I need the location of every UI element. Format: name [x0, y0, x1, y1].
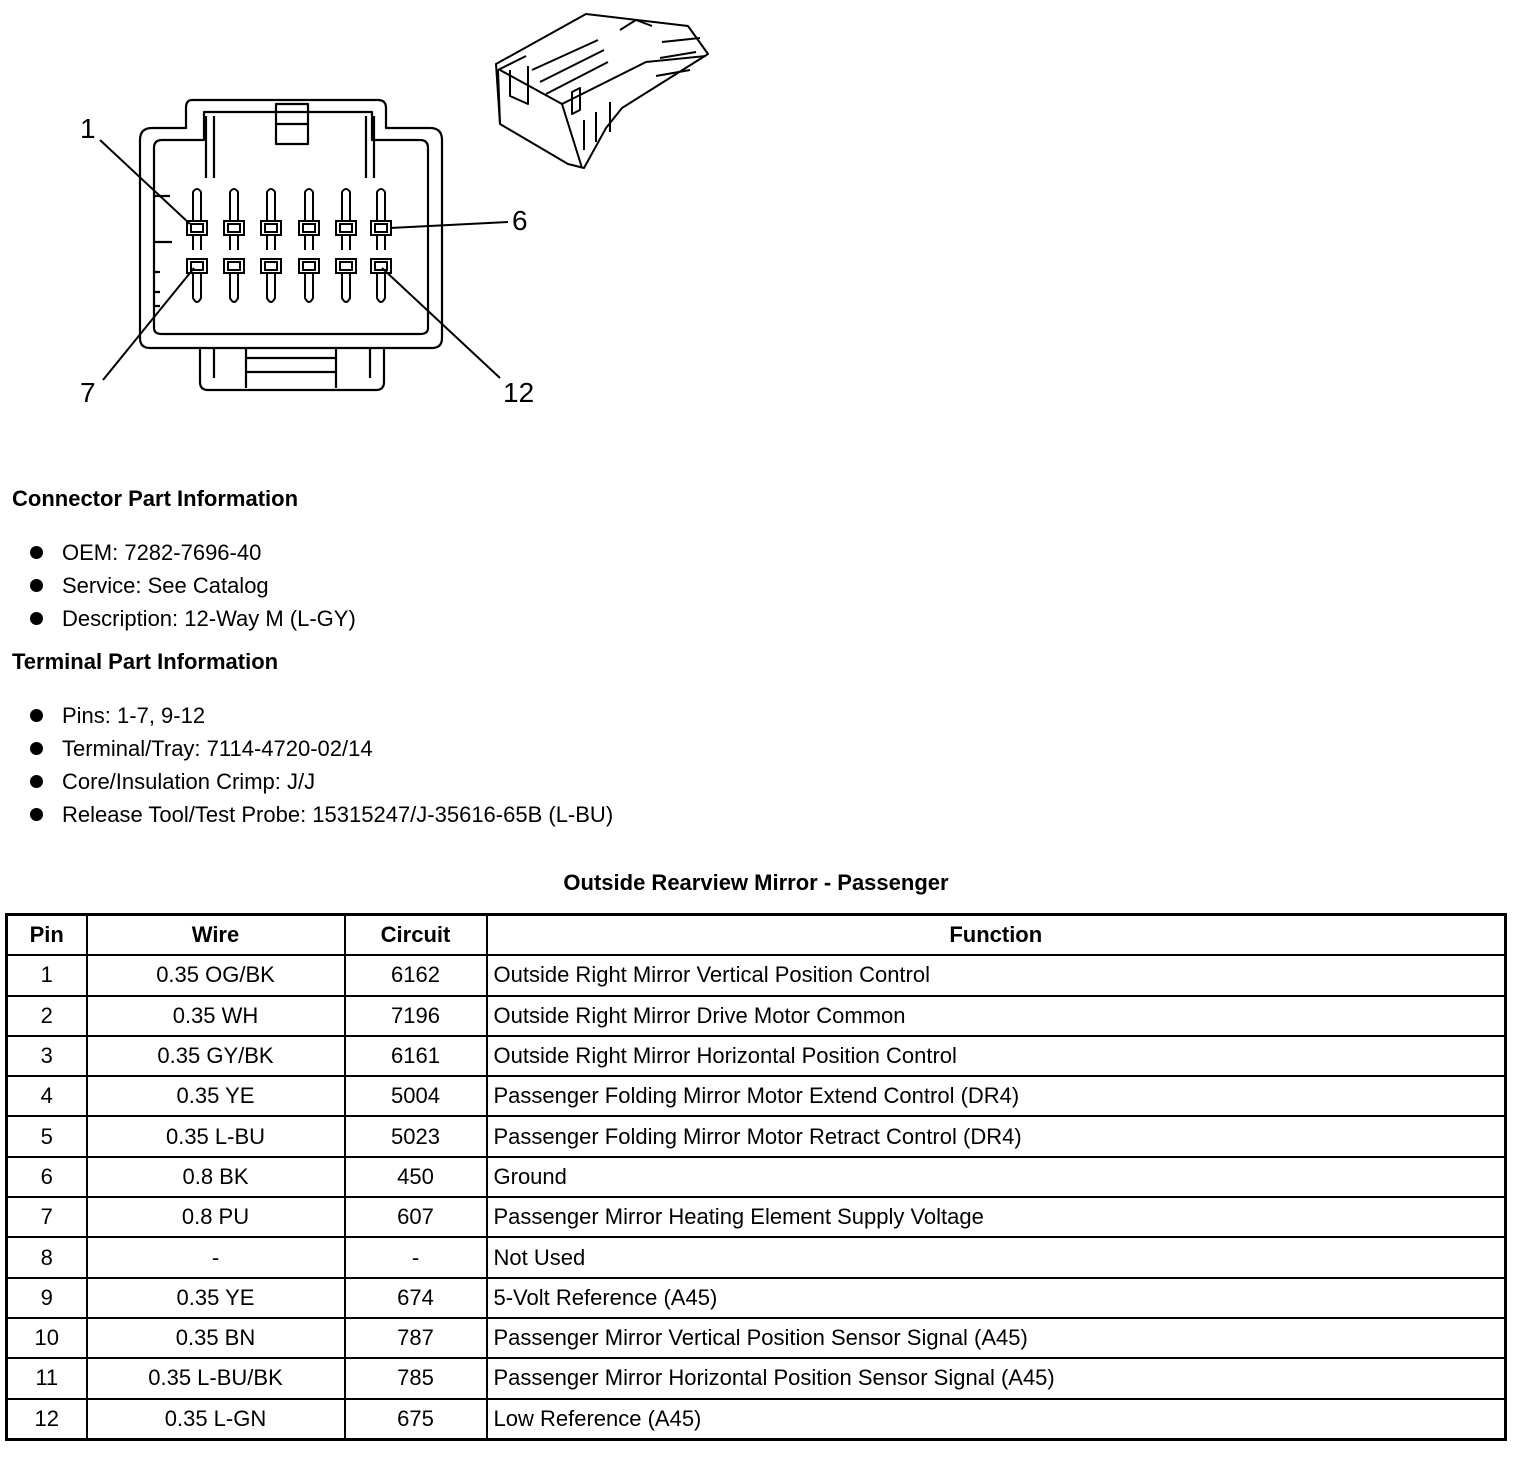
list-item: Core/Insulation Crimp: J/J	[28, 765, 613, 798]
cell-circuit: 607	[345, 1197, 487, 1237]
table-title: Outside Rearview Mirror - Passenger	[563, 870, 949, 895]
pin-5-terminal	[342, 189, 350, 221]
cell-wire: 0.35 BN	[87, 1318, 345, 1358]
cell-circuit: -	[345, 1237, 487, 1277]
cell-function: Passenger Mirror Heating Element Supply Voltage	[487, 1197, 1506, 1237]
table-row	[7, 1157, 1506, 1197]
callout-pin6: 6	[512, 205, 528, 236]
cell-pin: 8	[7, 1237, 87, 1277]
pin-12-terminal	[377, 273, 385, 302]
pin-3-terminal	[267, 189, 275, 221]
cell-circuit: 785	[345, 1358, 487, 1398]
cell-circuit: 5004	[345, 1076, 487, 1116]
table-header-row	[7, 915, 1506, 956]
cell-pin: 9	[7, 1278, 87, 1318]
pin-4-terminal	[305, 189, 313, 221]
bullet-icon	[30, 546, 43, 559]
cell-pin: 7	[7, 1197, 87, 1237]
connector-housing-illustration	[496, 14, 708, 168]
cell-pin: 5	[7, 1116, 87, 1156]
cell-function: Ground	[487, 1157, 1506, 1197]
cell-function: Passenger Folding Mirror Motor Retract Control (DR4)	[487, 1116, 1506, 1156]
list-item: Service: See Catalog	[28, 569, 356, 602]
cell-circuit: 6161	[345, 1036, 487, 1076]
cell-wire: 0.35 OG/BK	[87, 955, 345, 995]
list-item: Terminal/Tray: 7114-4720-02/14	[28, 732, 613, 765]
cell-circuit: 675	[345, 1399, 487, 1440]
pin-6-terminal	[377, 189, 385, 221]
cell-function: Outside Right Mirror Drive Motor Common	[487, 996, 1506, 1036]
cell-pin: 6	[7, 1157, 87, 1197]
table-row	[7, 1399, 1506, 1440]
list-item: Pins: 1-7, 9-12	[28, 699, 613, 732]
column-header-function: Function	[487, 915, 1506, 956]
cell-function: Passenger Folding Mirror Motor Extend Control (DR4)	[487, 1076, 1506, 1116]
bullet-icon	[30, 808, 43, 821]
cell-wire: 0.35 L-BU/BK	[87, 1358, 345, 1398]
table-row	[7, 955, 1506, 995]
cell-wire: 0.35 YE	[87, 1278, 345, 1318]
connector-info-heading: Connector Part Information	[12, 486, 299, 511]
cell-wire: 0.35 L-GN	[87, 1399, 345, 1440]
list-item: OEM: 7282-7696-40	[28, 536, 356, 569]
connector-face-outline	[140, 100, 442, 348]
callout-pin12: 12	[503, 377, 535, 408]
cell-wire: 0.35 L-BU	[87, 1116, 345, 1156]
bullet-icon	[30, 579, 43, 592]
cell-wire: -	[87, 1237, 345, 1277]
cell-pin: 11	[7, 1358, 87, 1398]
list-item: Description: 12-Way M (L-GY)	[28, 602, 356, 635]
cell-pin: 4	[7, 1076, 87, 1116]
cell-pin: 2	[7, 996, 87, 1036]
cell-wire: 0.35 WH	[87, 996, 345, 1036]
connector-latch	[200, 348, 384, 390]
bullet-icon	[30, 775, 43, 788]
connector-diagram	[0, 0, 760, 420]
cell-function: Passenger Mirror Vertical Position Sensor Signal (A45)	[487, 1318, 1506, 1358]
table-row	[7, 1318, 1506, 1358]
table-row	[7, 1278, 1506, 1318]
cell-circuit: 6162	[345, 955, 487, 995]
bullet-icon	[30, 709, 43, 722]
cell-function: 5-Volt Reference (A45)	[487, 1278, 1506, 1318]
cell-pin: 12	[7, 1399, 87, 1440]
column-header-wire: Wire	[87, 915, 345, 956]
terminal-info-list	[28, 699, 613, 831]
table-row	[7, 1197, 1506, 1237]
connector-info-list	[28, 536, 356, 635]
cell-function: Passenger Mirror Horizontal Position Sensor Signal (A45)	[487, 1358, 1506, 1398]
cell-pin: 10	[7, 1318, 87, 1358]
cell-wire: 0.8 BK	[87, 1157, 345, 1197]
table-row	[7, 1036, 1506, 1076]
table-row	[7, 1116, 1506, 1156]
table-row	[7, 996, 1506, 1036]
table-row	[7, 1237, 1506, 1277]
cell-function: Low Reference (A45)	[487, 1399, 1506, 1440]
cell-wire: 0.35 GY/BK	[87, 1036, 345, 1076]
table-row	[7, 1358, 1506, 1398]
bullet-icon	[30, 742, 43, 755]
cell-circuit: 5023	[345, 1116, 487, 1156]
callout-pin7: 7	[80, 377, 96, 408]
cell-wire: 0.8 PU	[87, 1197, 345, 1237]
bullet-icon	[30, 612, 43, 625]
cell-wire: 0.35 YE	[87, 1076, 345, 1116]
column-header-circuit: Circuit	[345, 915, 487, 956]
cell-circuit: 787	[345, 1318, 487, 1358]
pin-7-terminal	[193, 273, 201, 302]
cell-circuit: 7196	[345, 996, 487, 1036]
pin-1-terminal	[193, 189, 201, 221]
table-row	[7, 1076, 1506, 1116]
cell-pin: 3	[7, 1036, 87, 1076]
cell-function: Outside Right Mirror Horizontal Position Control	[487, 1036, 1506, 1076]
pin-9-terminal	[267, 273, 275, 302]
cell-function: Not Used	[487, 1237, 1506, 1277]
column-header-pin: Pin	[7, 915, 87, 956]
pin-11-terminal	[342, 273, 350, 302]
pinout-table	[5, 913, 1507, 1441]
terminal-info-heading: Terminal Part Information	[12, 649, 279, 674]
cell-function: Outside Right Mirror Vertical Position Control	[487, 955, 1506, 995]
pin-10-terminal	[305, 273, 313, 302]
cell-circuit: 674	[345, 1278, 487, 1318]
pin-8-terminal	[230, 273, 238, 302]
pin-2-terminal	[230, 189, 238, 221]
callout-pin1: 1	[80, 113, 96, 144]
cell-circuit: 450	[345, 1157, 487, 1197]
list-item: Release Tool/Test Probe: 15315247/J-35616-65B (L-BU)	[28, 798, 613, 831]
cell-pin: 1	[7, 955, 87, 995]
